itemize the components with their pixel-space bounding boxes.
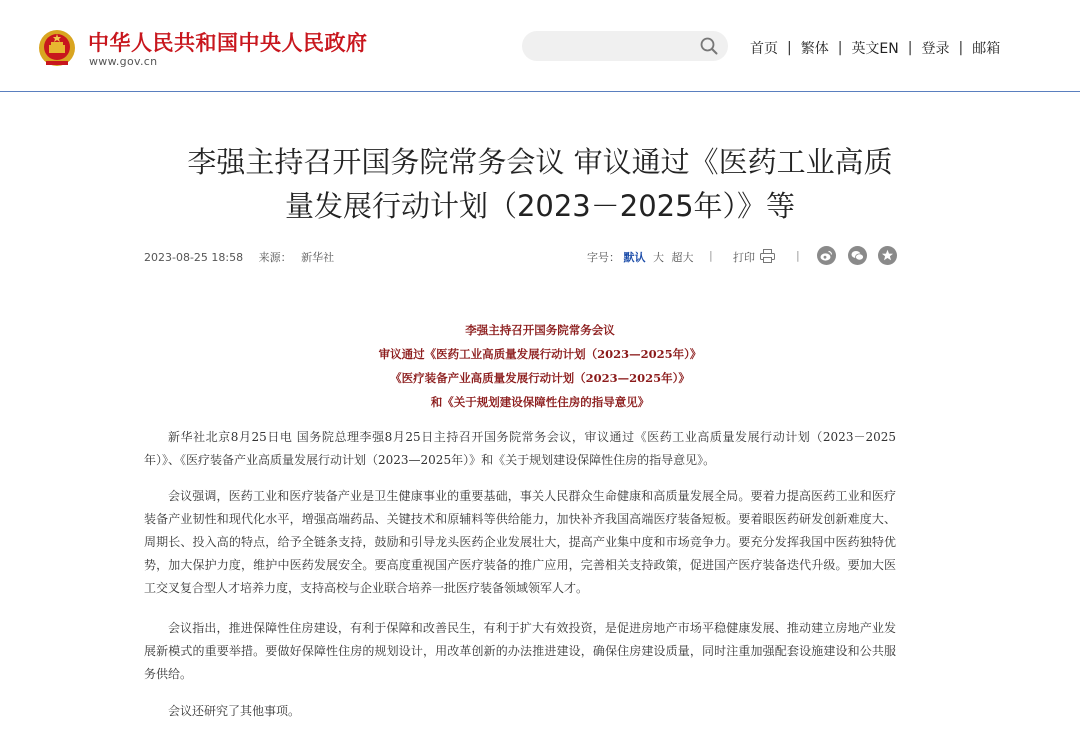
nav-home[interactable]: 首页 [750,41,778,57]
site-url[interactable]: www.gov.cn [89,55,158,68]
search-icon[interactable] [700,37,718,55]
article-paragraph: 会议指出，推进保障性住房建设，有利于保障和改善民生，有利于扩大有效投资，是促进房地产市场平稳健康发展、推动建立房地产业发展新模式的重要举措。要做好保障性住房的规划设计，用改革创新的办法推进建设，确保住房建设质量，同时注重加强配套设施建设和公共服务供给。 [144,621,896,681]
search-box[interactable] [522,31,728,61]
font-size-large[interactable]: 大 [653,251,664,264]
national-emblem-icon[interactable] [38,28,76,68]
meta-divider: | [796,249,800,262]
site-header [0,0,1080,92]
weibo-share-button[interactable] [817,246,836,265]
top-navigation [750,38,1000,58]
nav-english[interactable]: 英文EN [851,41,899,57]
article-title-line2: 量发展行动计划（2023－2025年）》等 [284,189,796,223]
weibo-icon [817,246,836,265]
font-size-default[interactable]: 默认 [623,251,646,264]
article-paragraph: 新华社北京8月25日电 国务院总理李强8月25日主持召开国务院常务会议，审议通过《医药工业高质量发展行动计划（2023－2025年）》、《医疗装备产业高质量发展行动计划（2023—2025年）》和《关于规划建设保障性住房的指导意见》。 [144,430,896,467]
publish-date: 2023-08-25 18:58 [144,251,244,264]
article-subtitle: 审议通过《医药工业高质量发展行动计划（2023—2025年）》 [378,347,702,361]
article-subtitle: 李强主持召开国务院常务会议 [465,323,615,337]
nav-separator: | [907,40,913,56]
font-size-xlarge[interactable]: 超大 [671,251,694,264]
font-size-selector [587,249,694,265]
wechat-share-button[interactable] [848,246,867,265]
article-subtitle: 《医疗装备产业高质量发展行动计划（2023—2025年）》 [390,371,690,385]
favorite-button[interactable] [878,246,897,265]
source-name: 新华社 [301,251,335,264]
meta-divider: | [709,249,713,262]
site-name[interactable]: 中华人民共和国中央人民政府 [88,30,368,55]
nav-login[interactable]: 登录 [921,41,950,57]
wechat-icon [848,246,867,265]
nav-separator: | [787,40,792,56]
nav-separator: | [837,40,843,56]
article-paragraph: 会议强调，医药工业和医疗装备产业是卫生健康事业的重要基础，事关人民群众生命健康和高质量发展全局。要着力提高医药工业和医疗装备产业韧性和现代化水平，增强高端药品、关键技术和原辅料等供给能力，加快补齐我国高端医疗装备短板。要着眼医药研发创新难度大、周期长、投入高的特点，给予全链条支持，鼓励和引导龙头医药企业发展壮大，提高产业集中度和市场竞争力。要充分发挥我国中医药独特优势，加大保护力度，维护中医药发展安全。要高度重视国产医疗装备的推广应用，完善相关支持政策，促进国产医疗装备迭代升级。要加大医工交叉复合型人才培养力度，支持高校与企业联合培养一批医疗装备领域领军人才。 [144,489,896,595]
print-icon[interactable] [760,249,775,263]
article-subtitle: 和《关于规划建设保障性住房的指导意见》 [430,395,650,409]
article-meta [144,249,334,265]
font-size-label: 字号： [587,251,620,264]
article-title-line1: 李强主持召开国务院常务会议 审议通过《医药工业高质 [187,145,893,179]
article-title [140,140,940,228]
search-input[interactable] [534,36,694,56]
nav-traditional[interactable]: 繁体 [800,41,829,57]
favorite-star-icon [878,246,897,265]
source-label: 来源： [258,251,292,264]
article-paragraph: 会议还研究了其他事项。 [168,704,301,718]
print-button[interactable]: 打印 [733,251,755,264]
nav-mail[interactable]: 邮箱 [972,41,1001,57]
nav-separator: | [958,40,964,56]
